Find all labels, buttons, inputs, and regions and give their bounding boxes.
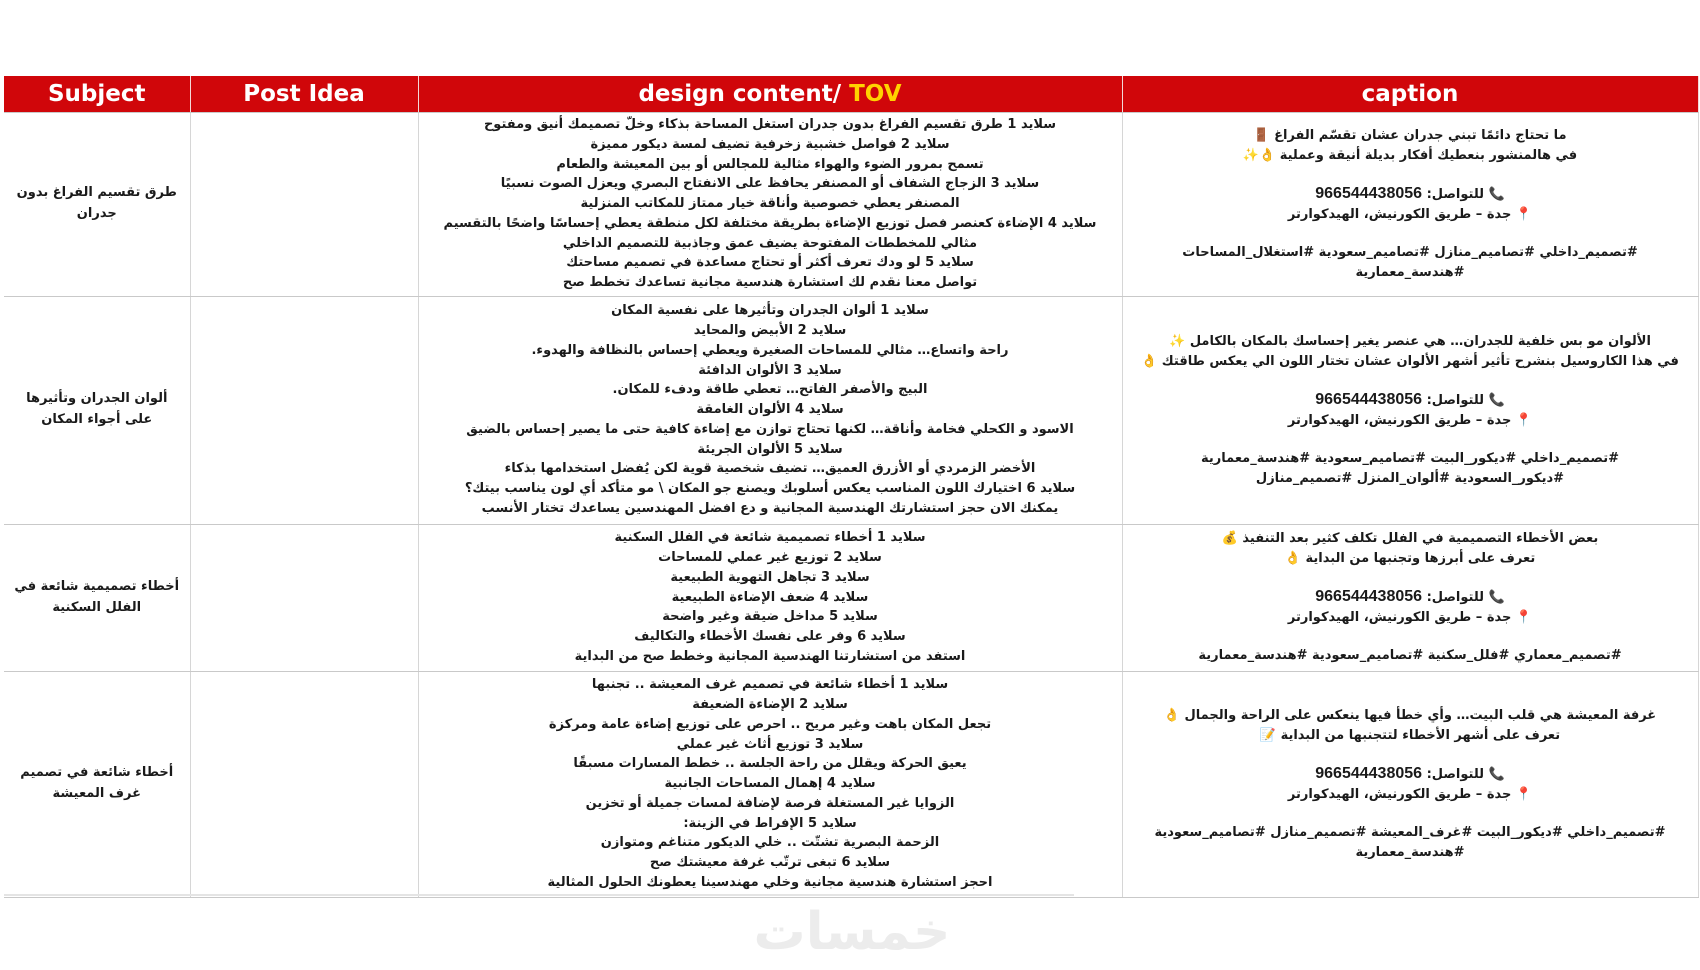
- design-line: الأخضر الزمردي أو الأزرق العميق… تضيف شخصية قوية لكن يُفضل استخدامها بذكاء: [504, 461, 1036, 477]
- caption-line: [1129, 529, 1692, 549]
- design-line: تجعل المكان باهت وغير مريح .. احرص على توزيع إضاءة عامة ومركزة: [548, 716, 992, 732]
- caption-line: [1129, 549, 1692, 569]
- header-subject[interactable]: Subject: [4, 76, 190, 112]
- contact-label: للتواصل:: [1426, 767, 1485, 782]
- post-idea-cell[interactable]: [190, 296, 418, 524]
- subject-cell[interactable]: أخطاء شائعة في تصميم غرف المعيشة: [4, 671, 190, 897]
- design-line: سلايد 1 أخطاء شائعة في تصميم غرف المعيشة .. تجنبها: [591, 677, 949, 693]
- caption-line: [1129, 146, 1692, 166]
- caption-text: بعض الأخطاء التصميمية في الفلل تكلف كثير بعد التنفيذ: [1242, 531, 1599, 547]
- content-plan-table: [4, 76, 1699, 898]
- phone-icon: 📞: [1488, 590, 1505, 606]
- door-icon: 🚪: [1253, 128, 1270, 143]
- khamsat-watermark: خمسات: [753, 902, 951, 962]
- hashtags-line: #تصميم_داخلي #ديكور_البيت #غرف_المعيشة #تصميم_منازل #تصاميم_سعودية: [1154, 825, 1666, 840]
- header-design-content[interactable]: [418, 76, 1122, 112]
- contact-line: [1129, 764, 1692, 785]
- design-line: سلايد 2 توزيع غير عملي للمساحات: [658, 550, 882, 565]
- caption-text: في هذا الكاروسيل بنشرح تأثير أشهر الألوان عشان تختار اللون الي يعكس طاقتك: [1161, 353, 1679, 369]
- design-line: سلايد 1 أخطاء تصميمية شائعة في الفلل السكنية: [614, 530, 926, 546]
- design-line: سلايد 3 الزجاج الشفاف أو المصنفر يحافظ على الانفتاح البصري ويعزل الصوت نسبيًا: [500, 176, 1040, 192]
- location-line: [1129, 608, 1692, 628]
- design-line: سلايد 6 تبغى ترتّب غرفة معيشتك صح: [649, 855, 891, 871]
- caption-line: [1129, 126, 1692, 146]
- hashtags-line: #ديكور_السعودية #ألوان_المنزل #تصميم_منازل: [1255, 470, 1565, 486]
- hashtags-line: #تصميم_معماري #فلل_سكنية #تصاميم_سعودية #هندسة_معمارية: [1198, 648, 1622, 664]
- design-line: الزوايا غير المستغلة فرصة لإضافة لمسات جميلة أو تخزين: [585, 795, 955, 811]
- design-line: سلايد 3 تجاهل التهوية الطبيعية: [670, 569, 870, 585]
- ok-hand-icon: 👌: [1163, 708, 1180, 723]
- design-line: سلايد 3 توزيع أثاث غير عملي: [676, 736, 864, 752]
- design-line: مثالي للمخططات المفتوحة يضيف عمق وجاذبية للتصميم الداخلي: [562, 235, 978, 251]
- design-line: سلايد 6 وفر على نفسك الأخطاء والتكاليف: [634, 629, 906, 645]
- design-line: سلايد 1 طرق تقسيم الفراغ بدون جدران استغل المساحة بذكاء وخلّ تصميمك أنيق ومفتوح: [483, 116, 1057, 132]
- design-content-cell[interactable]: [418, 671, 1122, 897]
- header-post-idea[interactable]: Post Idea: [190, 76, 418, 112]
- phone-number: 966544438056: [1315, 185, 1423, 202]
- phone-icon: 📞: [1488, 767, 1505, 782]
- design-line: سلايد 6 اختيارك اللون المناسب يعكس أسلوبك ويصنع جو المكان \ مو متأكد أي لون يناسب بيتك؟: [464, 481, 1076, 497]
- caption-cell[interactable]: [1122, 296, 1698, 524]
- design-line: سلايد 5 الألوان الجريئة: [697, 441, 843, 457]
- memo-icon: 📝: [1259, 727, 1277, 743]
- contact-line: [1129, 587, 1692, 608]
- contact-label: للتواصل:: [1426, 187, 1485, 202]
- design-line: راحة واتساع… مثالي للمساحات الصغيرة ويعطي إحساس بالنظافة والهدوء.: [531, 342, 1009, 358]
- caption-text: تعرف على أشهر الأخطاء لتتجنبها من البداية: [1280, 727, 1561, 743]
- hashtags-line: #تصميم_داخلي #تصاميم_منازل #تصاميم_سعودية #استغلال_المساحات: [1182, 245, 1638, 260]
- post-idea-cell[interactable]: [190, 112, 418, 296]
- caption-text: الألوان مو بس خلفية للجدران… هي عنصر يغير إحساسك بالمكان بالكامل: [1189, 334, 1651, 349]
- design-line: المصنفر يعطي خصوصية وأناقة خيار ممتاز للمكاتب المنزلية: [580, 196, 960, 212]
- sparkles-icon: ✨: [1169, 334, 1186, 349]
- ok-hand-sparkles-icon: 👌✨: [1242, 147, 1276, 163]
- location-text: جدة – طريق الكورنيش، الهيدكوارتر: [1287, 412, 1512, 428]
- ok-hand-icon: 👌: [1284, 550, 1301, 566]
- subject-cell[interactable]: ألوان الجدران وتأثيرها على أجواء المكان: [4, 296, 190, 524]
- money-bag-icon: 💰: [1221, 531, 1238, 547]
- design-content-cell[interactable]: [418, 524, 1122, 671]
- caption-text: في هالمنشور بنعطيك أفكار بديلة أنيقة وعملية: [1279, 147, 1578, 163]
- table-row: [4, 671, 1698, 897]
- design-line: سلايد 3 الألوان الدافئة: [698, 362, 842, 378]
- location-line: [1129, 411, 1692, 431]
- caption-text: تعرف على أبرزها وتجنبها من البداية: [1305, 550, 1536, 566]
- design-line: سلايد 5 لو ودك تعرف أكثر أو تحتاج مساعدة في تصميم مساحتك: [566, 255, 974, 271]
- location-pin-icon: 📍: [1515, 786, 1533, 802]
- phone-icon: 📞: [1488, 187, 1505, 202]
- phone-icon: 📞: [1488, 393, 1505, 408]
- caption-text: ما تحتاج دائمًا تبني جدران عشان تقسّم الفراغ: [1274, 128, 1567, 143]
- location-text: جدة – طريق الكورنيش، الهيدكوارتر: [1287, 786, 1512, 802]
- design-line: يمكنك الان حجز استشارتك الهندسية المجانية و دع افضل المهندسين يساعدك تختار الأنسب: [481, 501, 1059, 517]
- table-row: [4, 524, 1698, 671]
- design-line: سلايد 4 الإضاءة كعنصر فصل توزيع الإضاءة بطريقة مختلفة لكل منطقة يعطي إحساسًا واضحًا بالتقسيم: [443, 215, 1097, 231]
- design-line: سلايد 2 الأبيض والمحايد: [693, 322, 847, 338]
- location-pin-icon: 📍: [1515, 206, 1533, 222]
- design-line: سلايد 2 فواصل خشبية زخرفية تضيف لمسة ديكور مميزة: [590, 136, 950, 152]
- phone-number: 966544438056: [1315, 588, 1423, 606]
- location-pin-icon: 📍: [1515, 412, 1533, 428]
- design-line: احجز استشارة هندسية مجانية وخلي مهندسينا يعطونك الحلول المثالية: [547, 875, 993, 891]
- design-content-cell[interactable]: [418, 112, 1122, 296]
- design-line: سلايد 5 الإفراط في الزينة:: [683, 815, 857, 831]
- design-line: سلايد 4 ضعف الإضاءة الطبيعية: [671, 589, 869, 605]
- location-text: جدة – طريق الكورنيش، الهيدكوارتر: [1287, 609, 1512, 625]
- design-line: سلايد 4 إهمال المساحات الجانبية: [664, 776, 876, 792]
- header-design-content-label: design content/: [638, 80, 842, 107]
- design-line: سلايد 2 الإضاءة الضعيفة: [692, 696, 848, 712]
- contact-line: [1129, 184, 1692, 205]
- design-line: الزحمة البصرية تشتّت .. خلي الديكور متناغم ومتوازن: [600, 835, 940, 851]
- design-line: سلايد 4 الألوان الغامقة: [696, 402, 844, 418]
- caption-text: غرفة المعيشة هي قلب البيت… وأي خطأ فيها ينعكس على الراحة والجمال: [1184, 708, 1657, 723]
- header-row: [4, 76, 1698, 112]
- hashtags-line: #هندسة_معمارية: [1355, 264, 1465, 280]
- contact-label: للتواصل:: [1426, 393, 1485, 408]
- location-line: [1129, 205, 1692, 225]
- subject-cell[interactable]: طرق تقسيم الفراغ بدون جدران: [4, 112, 190, 296]
- caption-line: [1129, 726, 1692, 746]
- design-line: سلايد 5 مداخل ضيقة وغير واضحة: [662, 609, 878, 625]
- post-idea-cell[interactable]: [190, 524, 418, 671]
- caption-cell[interactable]: [1122, 524, 1698, 671]
- phone-number: 966544438056: [1315, 765, 1423, 782]
- subject-cell[interactable]: أخطاء تصميمية شائعة في الفلل السكنية: [4, 524, 190, 671]
- location-pin-icon: 📍: [1515, 609, 1533, 625]
- post-idea-cell[interactable]: [190, 671, 418, 897]
- header-tov-accent: TOV: [849, 80, 902, 107]
- hashtags-line: #تصميم_داخلي #ديكور_البيت #تصاميم_سعودية #هندسة_معمارية: [1200, 451, 1620, 466]
- phone-number: 966544438056: [1315, 391, 1423, 408]
- caption-line: [1129, 352, 1692, 372]
- design-line: تسمح بمرور الضوء والهواء مثالية للمجالس أو بين المعيشة والطعام: [556, 156, 984, 172]
- design-line: الاسود و الكحلي فخامة وأناقة… لكنها تحتاج توازن مع إضاءة كافية حتى ما يصير إحساس بالضيق: [466, 421, 1074, 437]
- caption-line: [1129, 706, 1692, 726]
- contact-line: [1129, 390, 1692, 411]
- header-caption[interactable]: caption: [1122, 76, 1698, 112]
- table-row: [4, 112, 1698, 296]
- design-line: البيج والأصفر الفاتح… تعطي طاقة ودفء للمكان.: [612, 382, 928, 398]
- location-text: جدة – طريق الكورنيش، الهيدكوارتر: [1287, 206, 1512, 222]
- design-content-cell[interactable]: [418, 296, 1122, 524]
- caption-cell[interactable]: [1122, 671, 1698, 897]
- design-line: تواصل معنا نقدم لك استشارة هندسية مجانية تساعدك تخطط صح: [562, 275, 978, 291]
- ok-hand-icon: 👌: [1141, 353, 1158, 369]
- design-line: يعيق الحركة ويقلل من راحة الجلسة .. خطط المسارات مسبقًا: [573, 756, 967, 772]
- caption-line: [1129, 332, 1692, 352]
- table-row: [4, 296, 1698, 524]
- design-line: سلايد 1 ألوان الجدران وتأثيرها على نفسية المكان: [611, 303, 929, 319]
- hashtags-line: #هندسة_معمارية: [1355, 844, 1465, 860]
- contact-label: للتواصل:: [1426, 590, 1485, 606]
- location-line: [1129, 785, 1692, 805]
- caption-cell[interactable]: [1122, 112, 1698, 296]
- design-line: استفد من استشارتنا الهندسية المجانية وخطط صح من البداية: [574, 648, 966, 664]
